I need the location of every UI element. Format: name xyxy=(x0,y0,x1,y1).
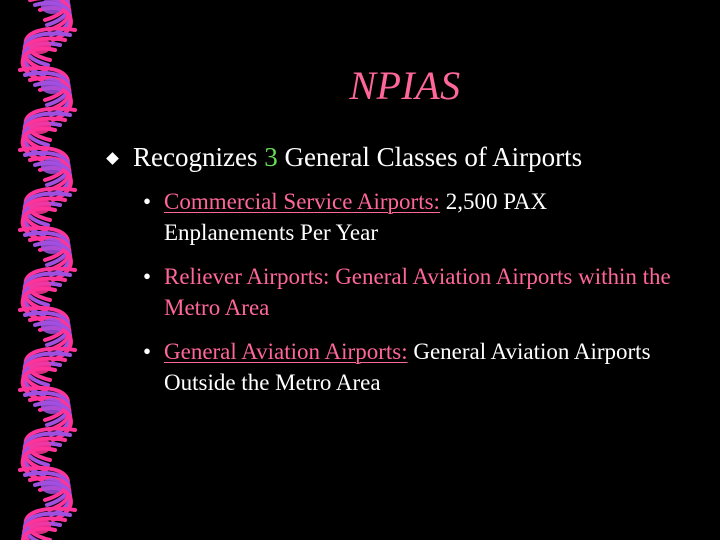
dot-bullet-icon: • xyxy=(143,264,152,289)
sub-point-text: 2,500 PAX Enplanements Per Year xyxy=(164,189,548,245)
dot-bullet-icon: • xyxy=(143,189,152,214)
sub-point-label: Commercial Service Airports: xyxy=(164,189,440,214)
sub-point-general-aviation xyxy=(140,336,680,398)
sub-point-commercial-service xyxy=(140,186,680,248)
wave-segment xyxy=(23,509,75,540)
diamond-bullet-icon xyxy=(106,152,119,165)
main-point-text xyxy=(133,140,582,174)
sub-point-label: Reliever Airports: xyxy=(164,264,330,289)
main-point-number: 3 xyxy=(264,142,278,172)
sub-point-label: General Aviation Airports: xyxy=(164,339,408,364)
main-point-suffix: General Classes of Airports xyxy=(277,142,583,172)
main-point-prefix: Recognizes xyxy=(133,142,265,172)
sub-point-reliever xyxy=(140,261,680,323)
dot-bullet-icon: • xyxy=(143,339,152,364)
decorative-wave-strip xyxy=(0,0,100,540)
slide-title: NPIAS xyxy=(349,63,461,108)
sub-point-text: General Aviation Airports within the Metro Area xyxy=(164,264,671,320)
sub-point-text: General Aviation Airports Outside the Metro Area xyxy=(164,339,651,395)
sub-point-list xyxy=(140,186,680,411)
